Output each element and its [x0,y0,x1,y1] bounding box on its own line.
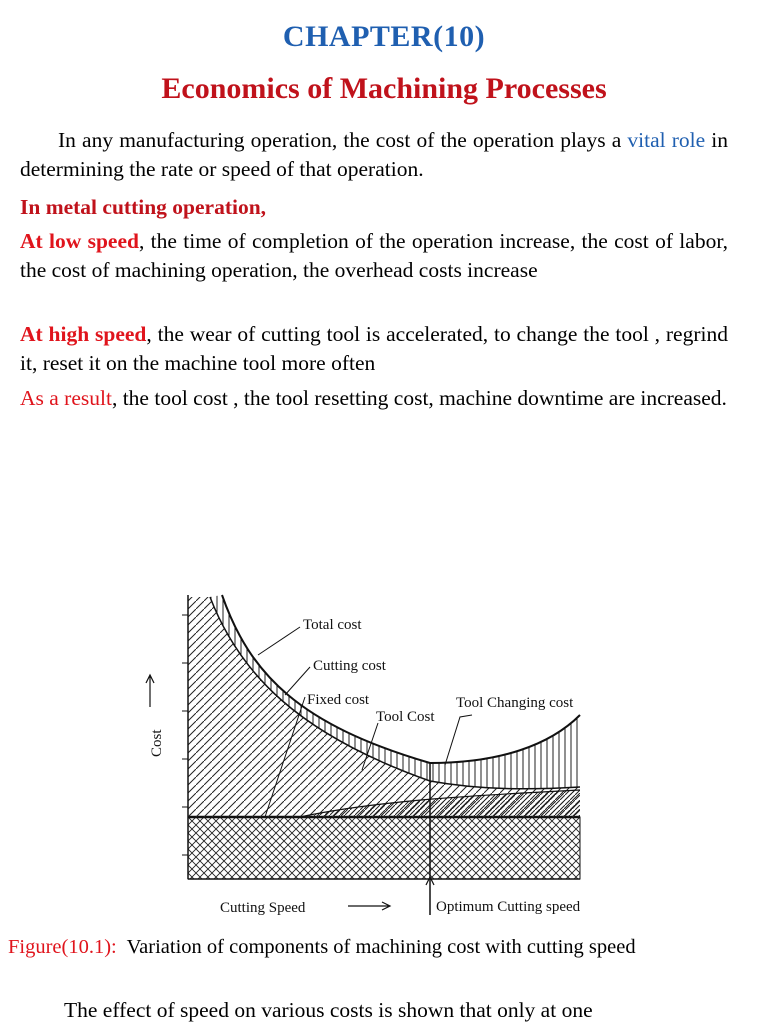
y-axis-arrow [146,675,154,707]
y-axis-ticks [182,615,188,855]
y-axis-label: Cost [149,729,165,757]
figure-caption-text: Variation of components of machining cost with cutting speed [116,936,636,958]
figure-number: Figure(10.1): [8,936,117,958]
vital-role-highlight: vital role [627,128,706,152]
metal-cutting-heading: In metal cutting operation, [20,195,267,219]
chapter-heading: CHAPTER(10) [282,20,486,53]
paragraph-low-speed [20,227,728,285]
page-title: Economics of Machining Processes [161,72,607,105]
low-speed-text: , the time of completion of the operation increase, the cost of labor, the cost of machining operation, the overhead costs increase [20,229,728,282]
x-axis-label: Cutting Speed [220,900,306,916]
cost-diagram [100,585,740,925]
label-fixed-cost: Fixed cost [307,692,370,708]
fixed-cost-band [188,817,580,879]
cost-vs-speed-figure [100,585,740,925]
continuation-text: The effect of speed on various costs is shown that only at one [64,998,593,1022]
label-tool-cost: Tool Cost [376,709,435,725]
high-speed-highlight: At high speed [20,322,147,346]
paragraph-high-speed [20,320,728,378]
optimum-speed-label: Optimum Cutting speed [436,899,581,915]
label-total-cost: Total cost [303,617,362,633]
low-speed-highlight: At low speed [20,229,139,253]
label-tool-changing-cost: Tool Changing cost [456,695,574,711]
paragraph-result [20,384,728,413]
paragraph-metal-cutting [20,193,728,222]
label-cutting-cost: Cutting cost [313,658,386,674]
paragraph-intro [20,126,728,184]
intro-text-start: In any manufacturing operation, the cost of the operation plays a [58,128,628,152]
x-axis-arrow [348,902,390,910]
result-highlight: As a result [20,386,112,410]
figure-caption [8,936,636,959]
result-text: , the tool cost , the tool resetting cost, machine downtime are increased. [111,386,727,410]
intro-text-end: in determining the rate or speed of that operation. [20,128,728,181]
high-speed-text: , the wear of cutting tool is accelerated, to change the tool , regrind it, reset it on the machine tool more often [20,322,728,375]
